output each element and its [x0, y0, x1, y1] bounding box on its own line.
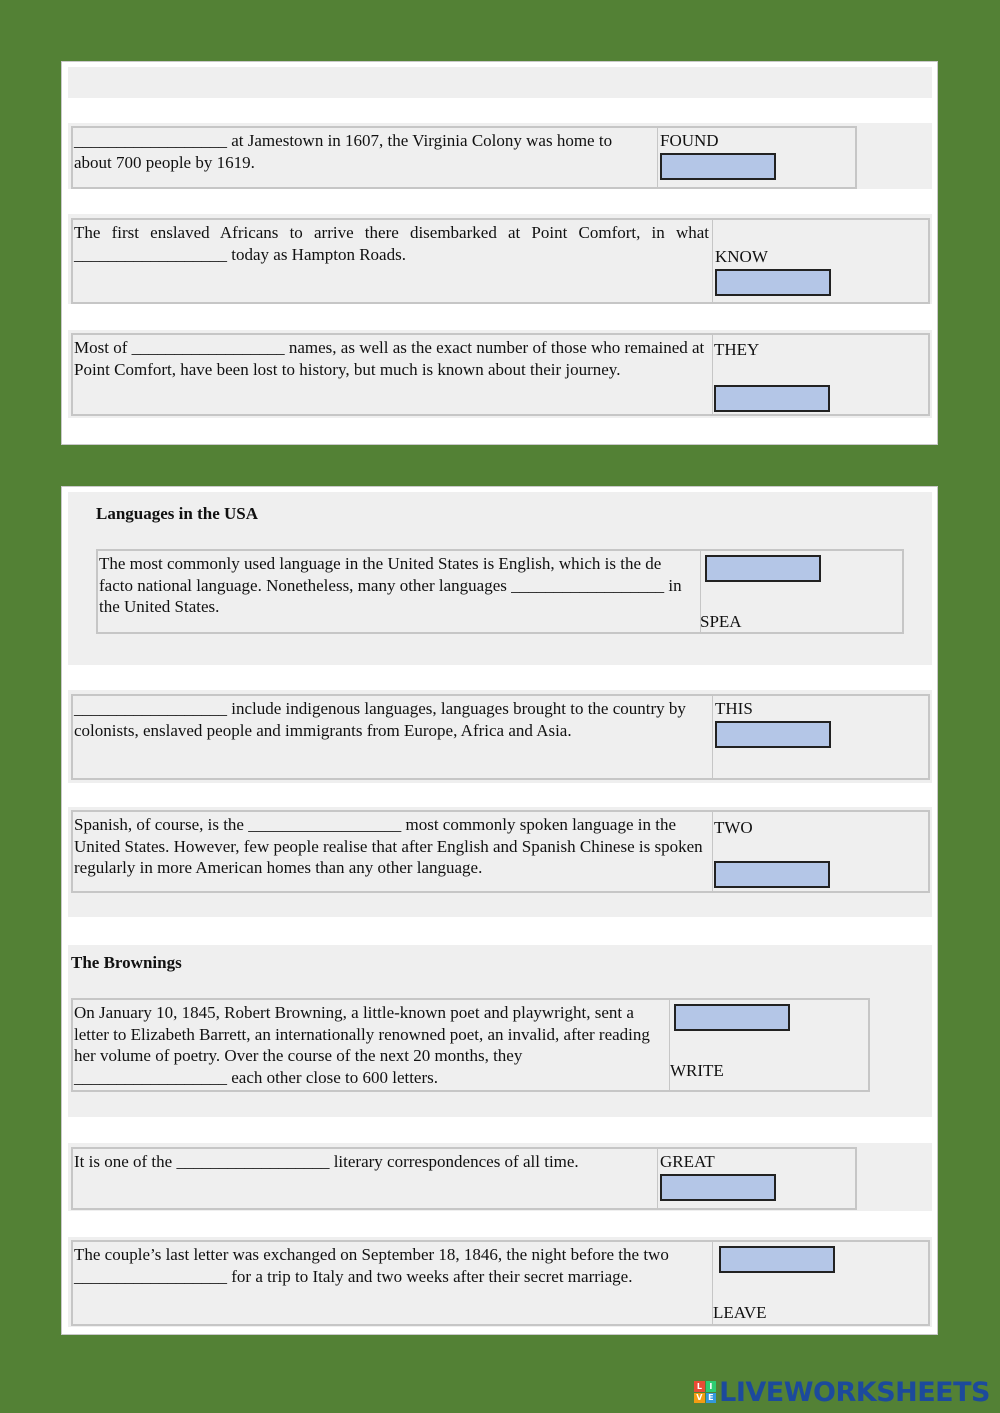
exercise-row: [71, 810, 930, 893]
exercise-row: [71, 218, 930, 304]
base-word: WRITE: [670, 1061, 724, 1080]
exercise-row: [71, 998, 870, 1092]
logo-mark-letter: L: [694, 1381, 705, 1392]
sentence-text: On January 10, 1845, Robert Browning, a little-known poet and playwright, sent a letter to Elizabeth Barrett, an internationally renowned poet, an invalid, after reading her volume of poetry. Over the course of the next 20 months, they __________________ each other close to 600 letters.: [74, 1003, 650, 1087]
sentence-text: The first enslaved Africans to arrive there disembarked at Point Comfort, in what __________________ today as Hampton Roads.: [74, 223, 709, 264]
exercise-row: [71, 694, 930, 780]
sentence-text: The most commonly used language in the United States is English, which is the de facto national language. Nonetheless, many other languages __________________ in the United States.: [99, 554, 682, 616]
exercise-row: [71, 126, 857, 189]
column-divider: [657, 128, 658, 187]
exercise-row: [71, 1147, 857, 1210]
base-word: THEY: [714, 340, 760, 359]
answer-input[interactable]: [719, 1246, 835, 1273]
answer-input[interactable]: [660, 153, 776, 180]
answer-input[interactable]: [714, 861, 830, 888]
answer-input[interactable]: [674, 1004, 790, 1031]
base-word: FOUND: [660, 131, 719, 150]
logo-text: LIVEWORKSHEETS: [719, 1376, 990, 1408]
column-divider: [712, 696, 713, 778]
answer-input[interactable]: [660, 1174, 776, 1201]
column-divider: [712, 812, 713, 891]
exercise-row: [71, 333, 930, 416]
section-heading: The Brownings: [71, 953, 182, 972]
logo-mark-icon: [694, 1381, 716, 1403]
top-band: [68, 67, 932, 98]
section-heading: Languages in the USA: [96, 504, 259, 523]
liveworksheets-logo: [694, 1377, 990, 1407]
answer-input[interactable]: [715, 269, 831, 296]
worksheet-page-1: [61, 61, 938, 445]
base-word: KNOW: [715, 247, 768, 266]
sentence-text: The couple’s last letter was exchanged on September 18, 1846, the night before the two __________________ for a trip to Italy and two weeks after their secret marriage.: [74, 1245, 669, 1286]
sentence-text: Most of __________________ names, as well as the exact number of those who remained at Point Comfort, have been lost to history, but much is known about their journey.: [74, 338, 705, 379]
sentence-text: It is one of the __________________ literary correspondences of all time.: [74, 1152, 579, 1171]
base-word: THIS: [715, 699, 753, 718]
logo-mark-letter: I: [706, 1381, 717, 1392]
exercise-row: [96, 549, 904, 634]
base-word: SPEA: [700, 612, 742, 631]
sentence-text: __________________ include indigenous languages, languages brought to the country by colonists, enslaved people and immigrants from Europe, Africa and Asia.: [74, 699, 686, 740]
column-divider: [657, 1149, 658, 1208]
answer-input[interactable]: [705, 555, 821, 582]
sentence-text: Spanish, of course, is the __________________ most commonly spoken language in the United States. However, few people realise that after English and Spanish Chinese is spoken regularly in more American homes than any other language.: [74, 815, 703, 877]
worksheet-page-2: [61, 486, 938, 1335]
answer-input[interactable]: [714, 385, 830, 412]
column-divider: [712, 220, 713, 302]
base-word: GREAT: [660, 1152, 715, 1171]
base-word: TWO: [714, 818, 753, 837]
answer-input[interactable]: [715, 721, 831, 748]
logo-mark-letter: E: [706, 1393, 717, 1404]
base-word: LEAVE: [713, 1303, 767, 1322]
column-divider: [712, 335, 713, 414]
sentence-text: __________________ at Jamestown in 1607, the Virginia Colony was home to about 700 people by 1619.: [74, 131, 613, 172]
logo-mark-letter: V: [694, 1393, 705, 1404]
exercise-row: [71, 1240, 930, 1326]
